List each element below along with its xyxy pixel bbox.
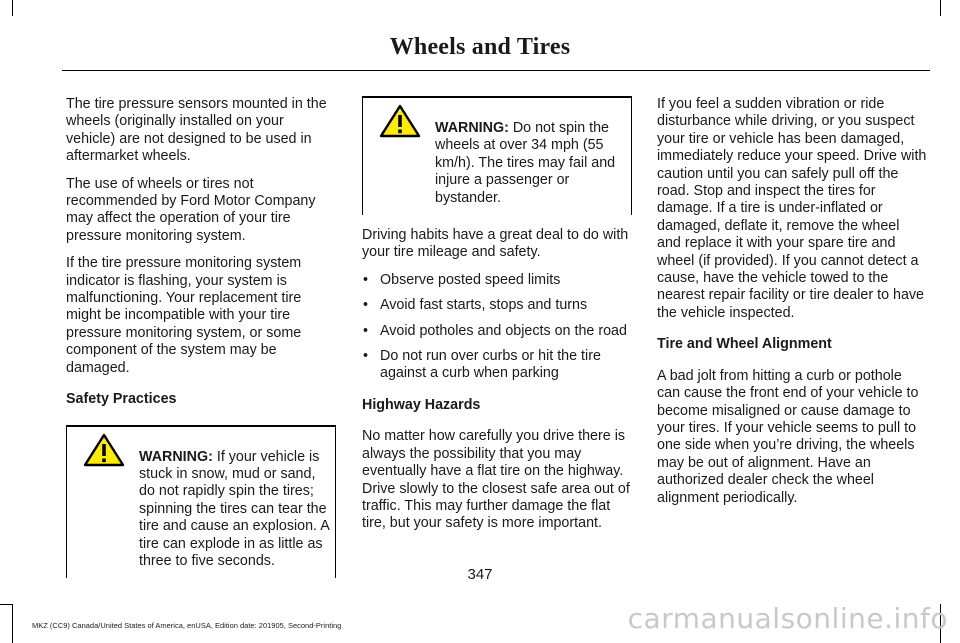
paragraph: The tire pressure sensors mounted in the wheels (originally installed on your vehicle) are not designed to be used in aftermarket wheels. — [66, 96, 327, 165]
edition-info: MKZ (CC9) Canada/United States of America, enUSA, Edition date: 201905, Second-Printing — [32, 621, 342, 630]
warning-triangle-icon — [83, 433, 125, 467]
list-item: • Do not run over curbs or hit the tire against a curb when parking — [362, 348, 632, 383]
warning-label: WARNING: — [435, 120, 509, 136]
list-item: • Avoid potholes and objects on the road — [362, 323, 632, 340]
paragraph: A bad jolt from hitting a curb or pothole can cause the front end of your vehicle to become misaligned or cause damage to your tires. If your vehicle seems to pull to one side when you’re driving, the wheels may be out of alignment. Have an authorized dealer check the wheel alignment periodically. — [657, 367, 919, 506]
tips-list — [362, 272, 632, 383]
paragraph: If the tire pressure monitoring system indicator is flashing, your system is malfunctioning. Your replacement tire might be incompatible with your tire pressure monitoring system, or some component of the system may be damaged. — [66, 255, 302, 376]
warning-text: If your vehicle is stuck in snow, mud or sand, do not rapidly spin the tires; spinning the tires can tear the tire and cause an explosion. A tire can explode in as little as three to five seconds. — [139, 448, 329, 569]
warning-triangle-icon — [379, 104, 421, 138]
warning-label: WARNING: — [139, 448, 213, 465]
paragraph: Driving habits have a great deal to do with your tire mileage and safety. — [362, 227, 629, 261]
crop-mark — [0, 604, 12, 605]
page-number: 347 — [467, 566, 493, 583]
paragraph: If you feel a sudden vibration or ride disturbance while driving, or you suspect your tire or vehicle has been damaged, immediately reduce your speed. Drive with caution until you can safely pull off the road. Stop and inspect the tires for damage. If a tire is under-inflated or damaged, deflate it, remove the wheel and replace it with your spare tire and wheel (if provided). If you cannot detect a cause, have the vehicle towed to the nearest repair facility or tire dealer to have the vehicle inspected. — [657, 96, 927, 321]
warning-text: Do not spin the wheels at over 34 mph (55 km/h). The tires may fail and injure a passenger or bystander. — [435, 120, 616, 206]
paragraph: No matter how carefully you drive there is always the possibility that you may eventually have a flat tire on the highway. Drive slowly to the closest safe area out of traffic. This may further damage the flat tire, but your safety is more important. — [362, 428, 630, 532]
crop-mark — [940, 0, 941, 16]
section-heading: Safety Practices — [66, 391, 177, 408]
list-item: • Avoid fast starts, stops and turns — [362, 297, 632, 314]
warning-box — [66, 425, 336, 579]
column-3 — [657, 96, 927, 517]
watermark: carmanualsonline.info — [627, 602, 948, 635]
column-1 — [66, 96, 336, 590]
page-title: Wheels and Tires — [389, 34, 571, 60]
warning-box — [362, 96, 632, 215]
paragraph: The use of wheels or tires not recommended by Ford Motor Company may affect the operation of your tire pressure monitoring system. — [66, 175, 316, 244]
header-divider — [62, 70, 930, 71]
crop-mark — [12, 604, 13, 643]
crop-mark — [12, 0, 13, 16]
section-heading: Highway Hazards — [362, 396, 481, 413]
list-item: • Observe posted speed limits — [362, 272, 632, 289]
section-heading: Tire and Wheel Alignment — [657, 336, 832, 353]
column-2 — [362, 96, 632, 543]
